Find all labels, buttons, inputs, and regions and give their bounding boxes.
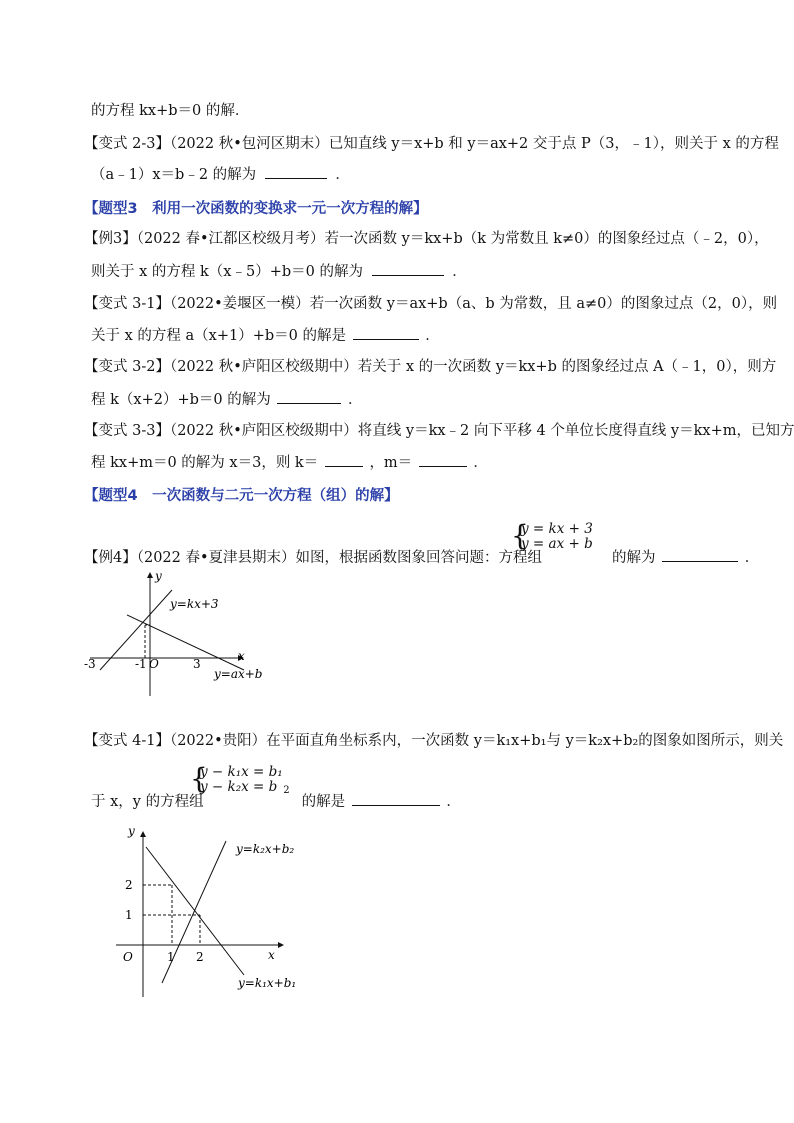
tick-label: 1 (125, 908, 133, 922)
equation: y = ax + b (521, 536, 593, 552)
line-label: y=k₂x+b₂ (236, 842, 295, 856)
text-line (91, 791, 731, 812)
equation-subscript: 2 (283, 785, 290, 796)
text-segment: 【例4】（2022 春•夏津县期末）如图，根据函数图象回答问题：方程组 (84, 550, 543, 566)
equation: y − k₁x = b₁ (200, 764, 283, 780)
tick-label: 2 (125, 878, 133, 892)
section-heading: 【题型3 利用一次函数的变换求一元一次方程的解】 (84, 201, 428, 217)
tick-label: 1 (167, 950, 175, 964)
function-graph-2 (110, 815, 310, 1005)
x-axis-label: x (268, 948, 275, 962)
tick-label: 3 (193, 657, 201, 671)
text-segment: 于 x，y 的方程组 (91, 794, 204, 810)
answer-blank (372, 261, 444, 276)
origin-label: O (123, 950, 133, 964)
text-segment: 的解为 (612, 550, 656, 566)
y-axis-arrow-icon (147, 572, 153, 578)
answer-blank (353, 325, 419, 340)
equation-text: y − k₂x = b (200, 779, 278, 795)
answer-blank (325, 452, 363, 467)
text-line: 【变式 2-3】（2022 秋•包河区期末）已知直线 y＝x+b 和 y＝ax+2 交于点 P（3，﹣1），则关于 x 的方程 (84, 136, 779, 152)
text-line: 【变式 3-2】（2022 秋•庐阳区校级期中）若关于 x 的一次函数 y＝kx+b 的图象经过点 A（﹣1，0），则方 (84, 359, 777, 375)
text-segment: 关于 x 的方程 a（x+1）+b＝0 的解是 (91, 328, 346, 344)
answer-blank (265, 164, 327, 179)
tick-label: 2 (196, 950, 204, 964)
text-line: 【变式 3-1】（2022•姜堰区一模）若一次函数 y＝ax+b（a、b 为常数，且 a≠0）的图象过点（2，0），则 (84, 296, 778, 312)
y-axis-label: y (128, 824, 135, 838)
text-line (91, 452, 731, 473)
tick-label: -3 (84, 657, 96, 671)
x-axis-label: x (238, 649, 245, 663)
equation-system: { y − k₁x = b₁ y − k₂x = b 2 (190, 762, 290, 796)
text-segment: ． (335, 167, 350, 183)
text-segment: （a﹣1）x＝b﹣2 的解为 (91, 167, 257, 183)
text-segment: ． (446, 794, 461, 810)
text-line: 【变式 3-3】（2022 秋•庐阳区校级期中）将直线 y＝kx﹣2 向下平移 4 个单位长度得直线 y＝kx+m，已知方 (84, 423, 794, 439)
answer-blank (419, 452, 467, 467)
text-segment: ，m＝ (369, 455, 413, 471)
section-heading: 【题型4 一次函数与二元一次方程（组）的解】 (84, 488, 399, 504)
line-label: y=kx+3 (170, 597, 219, 611)
text-segment: 则关于 x 的方程 k（x﹣5）+b＝0 的解为 (91, 264, 363, 280)
answer-blank (277, 389, 341, 404)
y-axis-arrow-icon (140, 831, 146, 837)
text-line (91, 325, 731, 346)
text-line (91, 164, 731, 185)
function-graph-1 (84, 560, 290, 700)
text-segment: ． (347, 392, 363, 408)
x-axis-arrow-icon (278, 942, 284, 948)
text-line: 的方程 kx+b＝0 的解． (91, 103, 250, 119)
text-line (91, 261, 731, 282)
line-k1x-plus-b1 (146, 847, 244, 975)
tick-label: -1 (135, 657, 147, 671)
equation-system: { y = kx + 3 y = ax + b (511, 519, 593, 552)
line-label: y=k₁x+b₁ (238, 976, 297, 990)
text-segment: ． (744, 550, 760, 566)
text-segment: 的解是 (301, 794, 346, 810)
origin-label: O (149, 657, 159, 671)
text-segment: ． (425, 328, 440, 344)
text-segment: 程 kx+m＝0 的解为 x＝3，则 k＝ (91, 455, 319, 471)
text-segment: ． (473, 455, 488, 471)
line-label: y=ax+b (214, 667, 263, 681)
y-axis-label: y (155, 569, 162, 583)
text-segment: ． (452, 264, 467, 280)
text-line: 【变式 4-1】（2022•贵阳）在平面直角坐标系内，一次函数 y＝k₁x+b₁与 y＝k₂x+b₂的图象如图所示，则关 (84, 733, 784, 749)
text-segment: 程 k（x+2）+b＝0 的解为 (91, 392, 271, 408)
equation: y = kx + 3 (521, 521, 593, 537)
text-line (91, 389, 731, 410)
answer-blank (662, 547, 738, 562)
text-line: 【例3】（2022 春•江都区校级月考）若一次函数 y＝kx+b（k 为常数且 k≠0）的图象经过点（﹣2，0）， (84, 231, 769, 247)
answer-blank (352, 791, 440, 806)
equation (200, 780, 290, 796)
